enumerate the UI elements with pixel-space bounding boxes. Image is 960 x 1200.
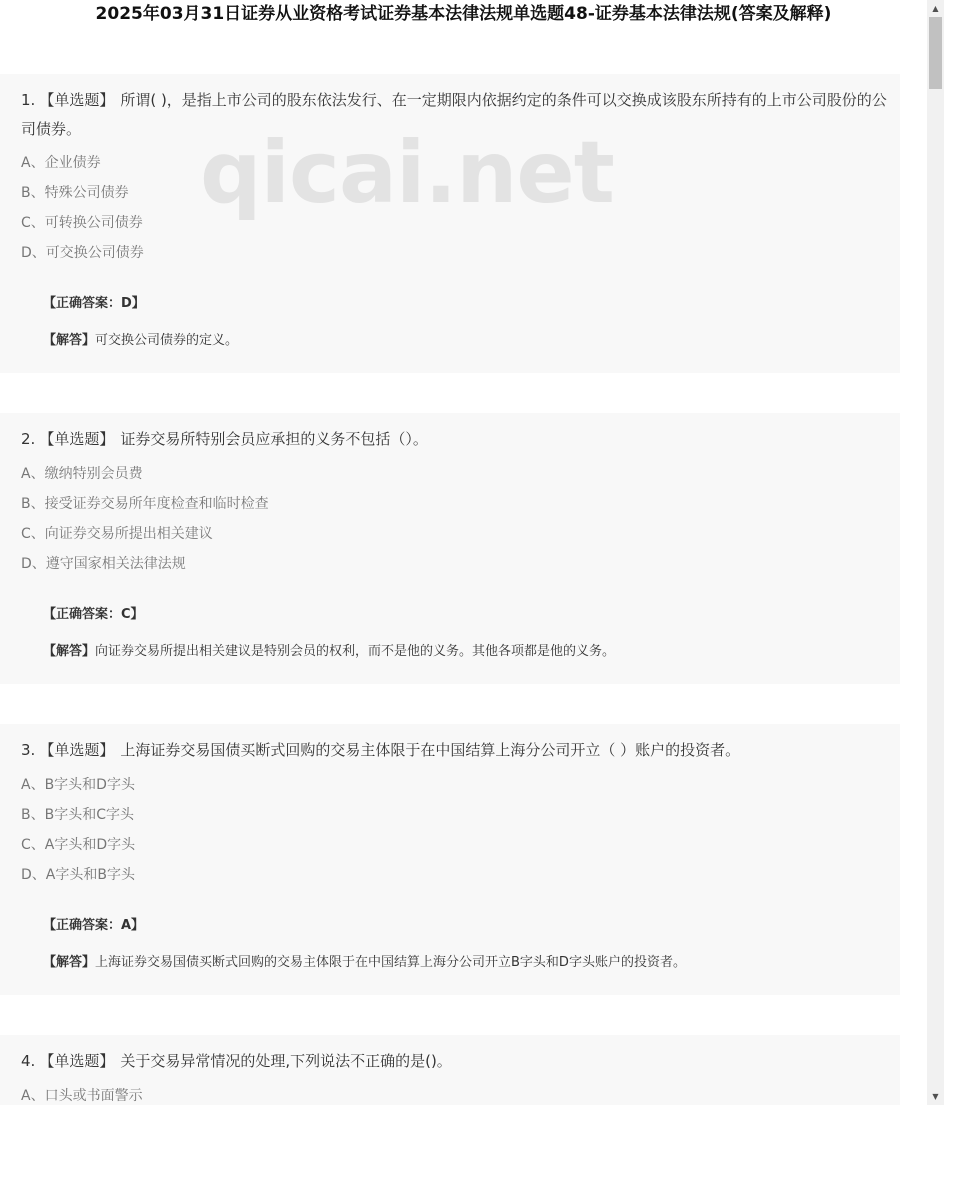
scrollbar-thumb[interactable]: [929, 17, 942, 89]
question-card-3: [0, 724, 900, 995]
watermark: qicai.net: [200, 123, 614, 223]
analysis-tag: 【解答】: [43, 644, 96, 659]
question-number: 2.: [21, 430, 36, 448]
option-c[interactable]: C、A字头和D字头: [21, 837, 136, 853]
question-type: 【单选题】: [39, 91, 115, 109]
option-a[interactable]: A、口头或书面警示: [21, 1088, 143, 1104]
question-type: 【单选题】: [39, 430, 115, 448]
analysis-text: 向证券交易所提出相关建议是特别会员的权利，而不是他的义务。其他各项都是他的义务。: [95, 644, 616, 659]
question-stem-line: [21, 1047, 887, 1076]
analysis-tag: 【解答】: [43, 955, 96, 970]
question-card-4: [0, 1035, 900, 1105]
answer-analysis: [43, 640, 615, 659]
option-b[interactable]: B、特殊公司债券: [21, 185, 129, 201]
question-number: 1.: [21, 91, 36, 109]
answer-analysis: [43, 329, 238, 348]
analysis-text: 可交换公司债券的定义。: [95, 333, 239, 348]
option-d[interactable]: D、A字头和B字头: [21, 867, 135, 883]
question-card-2: [0, 413, 900, 684]
question-stem-line: [21, 736, 887, 765]
analysis-tag: 【解答】: [43, 333, 96, 348]
option-d[interactable]: D、可交换公司债券: [21, 245, 144, 261]
question-stem: 上海证券交易国债买断式回购的交易主体限于在中国结算上海分公司开立（ ）账户的投资者。: [120, 741, 741, 759]
correct-answer: 【正确答案：C】: [43, 607, 144, 622]
question-type: 【单选题】: [39, 741, 115, 759]
question-stem: 关于交易异常情况的处理,下列说法不正确的是()。: [120, 1052, 452, 1070]
question-stem: 证券交易所特别会员应承担的义务不包括（）。: [120, 430, 428, 448]
option-a[interactable]: A、企业债券: [21, 155, 101, 171]
correct-answer: 【正确答案：D】: [43, 296, 145, 311]
page-title: 2025年03月31日证券从业资格考试证券基本法律法规单选题48-证券基本法律法规(答案及解释): [95, 4, 832, 24]
option-b[interactable]: B、B字头和C字头: [21, 807, 134, 823]
scroll-up-arrow-icon[interactable]: ▲: [932, 4, 939, 13]
question-type: 【单选题】: [39, 1052, 115, 1070]
option-a[interactable]: A、缴纳特别会员费: [21, 466, 143, 482]
scroll-down-arrow-icon[interactable]: ▼: [932, 1092, 939, 1101]
vertical-scrollbar[interactable]: [927, 0, 944, 1105]
question-number: 4.: [21, 1052, 36, 1070]
analysis-text: 上海证券交易国债买断式回购的交易主体限于在中国结算上海分公司开立B字头和D字头账户的投资者。: [95, 955, 686, 970]
question-number: 3.: [21, 741, 36, 759]
option-d[interactable]: D、遵守国家相关法律法规: [21, 556, 186, 572]
option-a[interactable]: A、B字头和D字头: [21, 777, 135, 793]
option-b[interactable]: B、接受证券交易所年度检查和临时检查: [21, 496, 269, 512]
question-stem: 所谓( )，是指上市公司的股东依法发行、在一定期限内依据约定的条件可以交换成该股东所持有的上市公司股份的公司债券。: [21, 91, 887, 138]
question-stem-line: [21, 86, 887, 144]
correct-answer: 【正确答案：A】: [43, 918, 145, 933]
answer-analysis: [43, 951, 686, 970]
option-c[interactable]: C、向证券交易所提出相关建议: [21, 526, 213, 542]
option-c[interactable]: C、可转换公司债券: [21, 215, 143, 231]
question-stem-line: [21, 425, 887, 454]
question-card-1: [0, 74, 900, 373]
